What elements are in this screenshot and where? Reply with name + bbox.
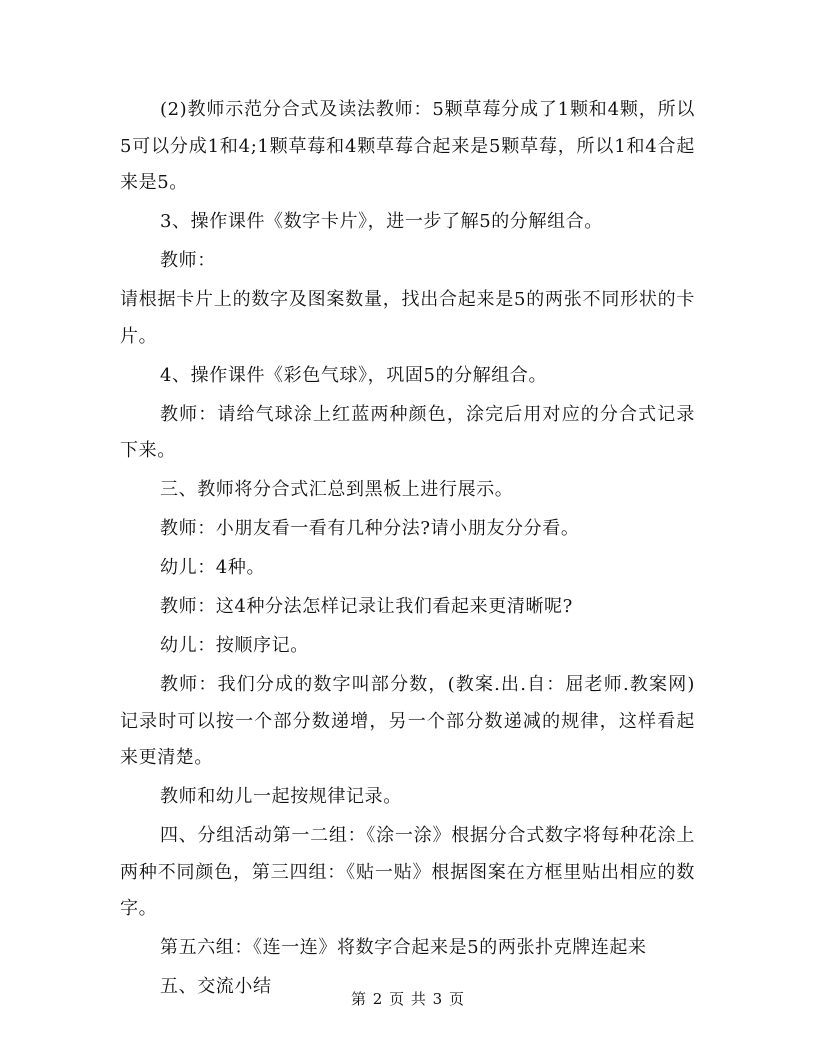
paragraph: 四、分组活动第一二组：《涂一涂》根据分合式数字将每种花涂上两种不同颜色，第三四组：《贴一贴》根据图案在方框里贴出相应的数字。 [120, 825, 695, 919]
paragraph: 教师：这4种分法怎样记录让我们看起来更清晰呢? [160, 596, 573, 617]
paragraph: 第五六组：《连一连》将数字合起来是5的两张扑克牌连起来 [160, 937, 647, 958]
paragraph: 教师：请给气球涂上红蓝两种颜色，涂完后用对应的分合式记录下来。 [120, 403, 695, 461]
paragraph: 教师：小朋友看一看有几种分法?请小朋友分分看。 [160, 518, 580, 539]
paragraph: 幼儿：按顺序记。 [160, 635, 309, 656]
paragraph: 教师： [160, 250, 216, 271]
page-number-footer: 第 2 页 共 3 页 [351, 990, 465, 1008]
paragraph: 请根据卡片上的数字及图案数量，找出合起来是5的两张不同形状的卡片。 [120, 289, 695, 347]
paragraph: 4、操作课件《彩色气球》，巩固5的分解组合。 [160, 364, 548, 386]
paragraph: (2)教师示范分合式及读法教师：5颗草莓分成了1颗和4颗，所以5可以分成1和4;1颗草莓和4颗草莓合起来是5颗草莓，所以1和4合起来是5。 [120, 99, 695, 193]
document-body [120, 92, 695, 1008]
paragraph: 3、操作课件《数字卡片》，进一步了解5的分解组合。 [160, 211, 603, 232]
paragraph: 教师和幼儿一起按规律记录。 [160, 786, 402, 807]
paragraph: 教师：我们分成的数字叫部分数，(教案.出.自：屈老师.教案网)记录时可以按一个部分数递增，另一个部分数递减的规律，这样看起来更清楚。 [120, 674, 695, 768]
paragraph: 三、教师将分合式汇总到黑板上进行展示。 [160, 479, 514, 500]
paragraph: 幼儿：4种。 [160, 557, 266, 578]
paragraph: 五、交流小结 [160, 976, 272, 997]
